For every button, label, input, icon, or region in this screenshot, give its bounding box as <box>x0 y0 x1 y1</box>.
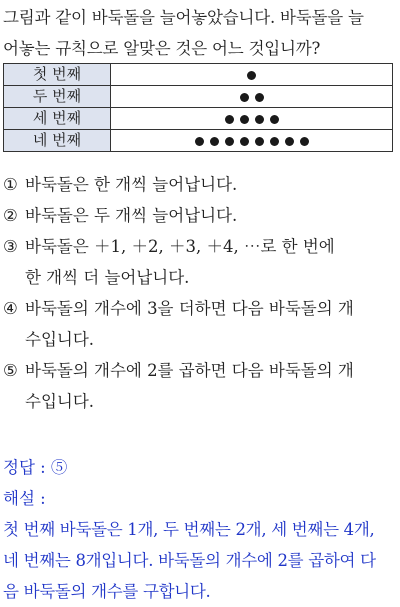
explanation-line-3: 음 바둑돌의 개수를 구합니다. <box>3 582 211 601</box>
choice-number: ⑤ <box>3 361 18 380</box>
row-label: 첫 번째 <box>4 64 111 86</box>
stone-pattern-table <box>3 63 393 152</box>
table-row <box>4 130 393 152</box>
go-stone-icon <box>285 137 294 146</box>
go-stone-icon <box>247 71 256 80</box>
choice-text <box>25 293 397 355</box>
choice-item <box>3 355 397 417</box>
go-stone-icon <box>255 115 264 124</box>
go-stone-icon <box>225 115 234 124</box>
choice-item <box>3 231 397 293</box>
choice-line: 한 개씩 더 늘어납니다. <box>25 268 190 287</box>
stone-cell <box>111 130 393 152</box>
choice-number: ④ <box>3 299 18 318</box>
choice-text <box>25 200 397 231</box>
choice-number: ② <box>3 206 18 225</box>
question-line-2: 어놓는 규칙으로 알맞은 것은 어느 것입니까? <box>3 39 321 58</box>
go-stone-icon <box>210 137 219 146</box>
choice-number: ① <box>3 175 18 194</box>
explanation-line-1: 첫 번째 바둑돌은 1개, 두 번째는 2개, 세 번째는 4개, <box>3 520 375 539</box>
choice-line: 바둑돌의 개수에 2를 곱하면 다음 바둑돌의 개 <box>25 361 354 380</box>
table-row <box>4 86 393 108</box>
row-label: 두 번째 <box>4 86 111 108</box>
stone-cell <box>111 86 393 108</box>
stone-cell <box>111 64 393 86</box>
question-text <box>3 2 397 64</box>
answer-choices <box>3 169 397 417</box>
explanation-label: 해설 : <box>3 489 46 508</box>
answer-label: 정답 : ⑤ <box>3 458 68 477</box>
answer-section <box>3 452 399 607</box>
row-label: 네 번째 <box>4 130 111 152</box>
question-line-1: 그림과 같이 바둑돌을 늘어놓았습니다. 바둑돌을 늘 <box>3 8 364 27</box>
go-stone-icon <box>255 93 264 102</box>
go-stone-icon <box>240 137 249 146</box>
choice-text <box>25 169 397 200</box>
explanation-line-2: 네 번째는 8개입니다. 바둑돌의 개수에 2를 곱하여 다 <box>3 551 376 570</box>
go-stone-icon <box>195 137 204 146</box>
choice-line: 바둑돌은 ＋1, ＋2, ＋3, ＋4, ⋯로 한 번에 <box>25 237 335 256</box>
choice-text <box>25 231 397 293</box>
row-label: 세 번째 <box>4 108 111 130</box>
stone-cell <box>111 108 393 130</box>
choice-item <box>3 169 397 200</box>
go-stone-icon <box>270 137 279 146</box>
choice-number: ③ <box>3 237 18 256</box>
choice-line: 바둑돌의 개수에 3을 더하면 다음 바둑돌의 개 <box>25 299 354 318</box>
choice-line: 바둑돌은 두 개씩 늘어납니다. <box>25 206 238 225</box>
choice-item <box>3 293 397 355</box>
go-stone-icon <box>255 137 264 146</box>
choice-line: 수입니다. <box>25 392 95 411</box>
choice-line: 수입니다. <box>25 330 95 349</box>
choice-line: 바둑돌은 한 개씩 늘어납니다. <box>25 175 238 194</box>
go-stone-icon <box>240 115 249 124</box>
table-row <box>4 64 393 86</box>
choice-item <box>3 200 397 231</box>
go-stone-icon <box>240 93 249 102</box>
go-stone-icon <box>300 137 309 146</box>
table-row <box>4 108 393 130</box>
go-stone-icon <box>270 115 279 124</box>
go-stone-icon <box>225 137 234 146</box>
choice-text <box>25 355 397 417</box>
